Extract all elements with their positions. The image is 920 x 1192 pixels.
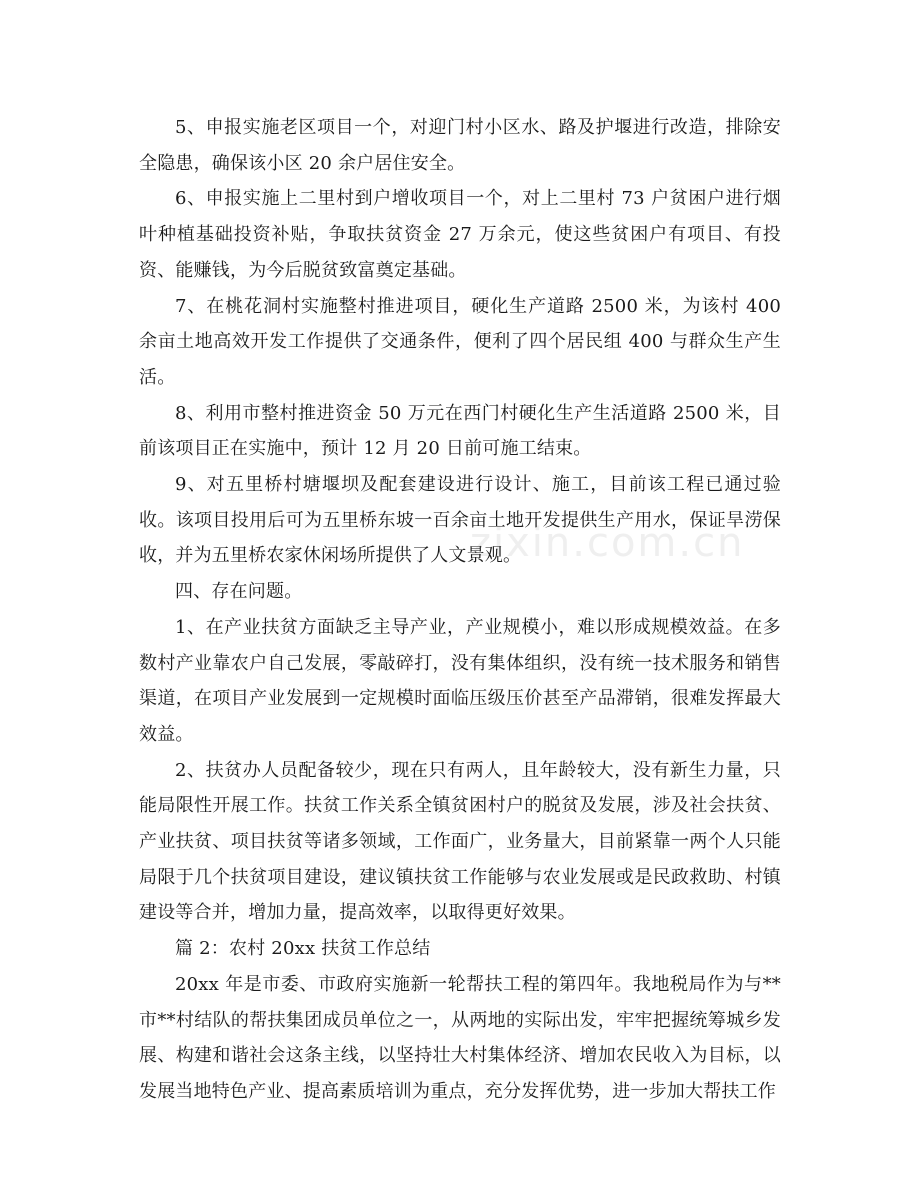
- section-heading-problems: 四、存在问题。: [175, 581, 303, 603]
- paragraph-item-9: 9、对五里桥村塘堰坝及配套建设进行设计、施工，目前该工程已通过验收。该项目投用后可为五里桥东坡一百余亩土地开发提供生产用水，保证旱涝保收，并为五里桥农家休闲场所提供了人文景观。: [139, 474, 781, 567]
- paragraph-item-6: 6、申报实施上二里村到户增收项目一个，对上二里村 73 户贫困户进行烟叶种植基础投资补贴，争取扶贫资金 27 万余元，使这些贫困户有项目、有投资、能赚钱，为今后脱贫致富奠定基础。: [139, 188, 781, 281]
- problem-item-2: 2、扶贫办人员配备较少，现在只有两人，且年龄较大，没有新生力量，只能局限性开展工作。扶贫工作关系全镇贫困村户的脱贫及发展，涉及社会扶贫、产业扶贫、项目扶贫等诸多领域，工作面广，业务量大，目前紧靠一两个人只能局限于几个扶贫项目建设，建议镇扶贫工作能够与农业发展或是民政救助、村镇建设等合并，增加力量，提高效率，以取得更好效果。: [139, 759, 781, 924]
- paragraph-item-5: 5、申报实施老区项目一个，对迎门村小区水、路及护堰进行改造，排除安全隐患，确保该小区 20 余户居住安全。: [139, 117, 781, 174]
- watermark: zixin.com.cn: [470, 520, 745, 566]
- document-body: [139, 110, 781, 1110]
- article-title: 篇 2：农村 20xx 扶贫工作总结: [175, 938, 431, 960]
- problem-item-1: 1、在产业扶贫方面缺乏主导产业，产业规模小，难以形成规模效益。在多数村产业靠农户自己发展，零敲碎打，没有集体组织，没有统一技术服务和销售渠道，在项目产业发展到一定规模时面临压级压价甚至产品滞销，很难发挥最大效益。: [139, 616, 781, 745]
- article-intro-paragraph: 20xx 年是市委、市政府实施新一轮帮扶工程的第四年。我地税局作为与**市**村结队的帮扶集团成员单位之一，从两地的实际出发，牢牢把握统筹城乡发展、构建和谐社会这条主线，以坚持壮大村集体经济、增加农民收入为目标，以发展当地特色产业、提高素质培训为重点，充分发挥优势，进一步加大帮扶工作: [139, 973, 781, 1102]
- paragraph-item-8: 8、利用市整村推进资金 50 万元在西门村硬化生产生活道路 2500 米，目前该项目正在实施中，预计 12 月 20 日前可施工结束。: [139, 402, 781, 460]
- document-page: [139, 110, 781, 1110]
- paragraph-item-7: 7、在桃花洞村实施整村推进项目，硬化生产道路 2500 米，为该村 400 余亩土地高效开发工作提供了交通条件，便利了四个居民组 400 与群众生产生活。: [139, 295, 781, 388]
